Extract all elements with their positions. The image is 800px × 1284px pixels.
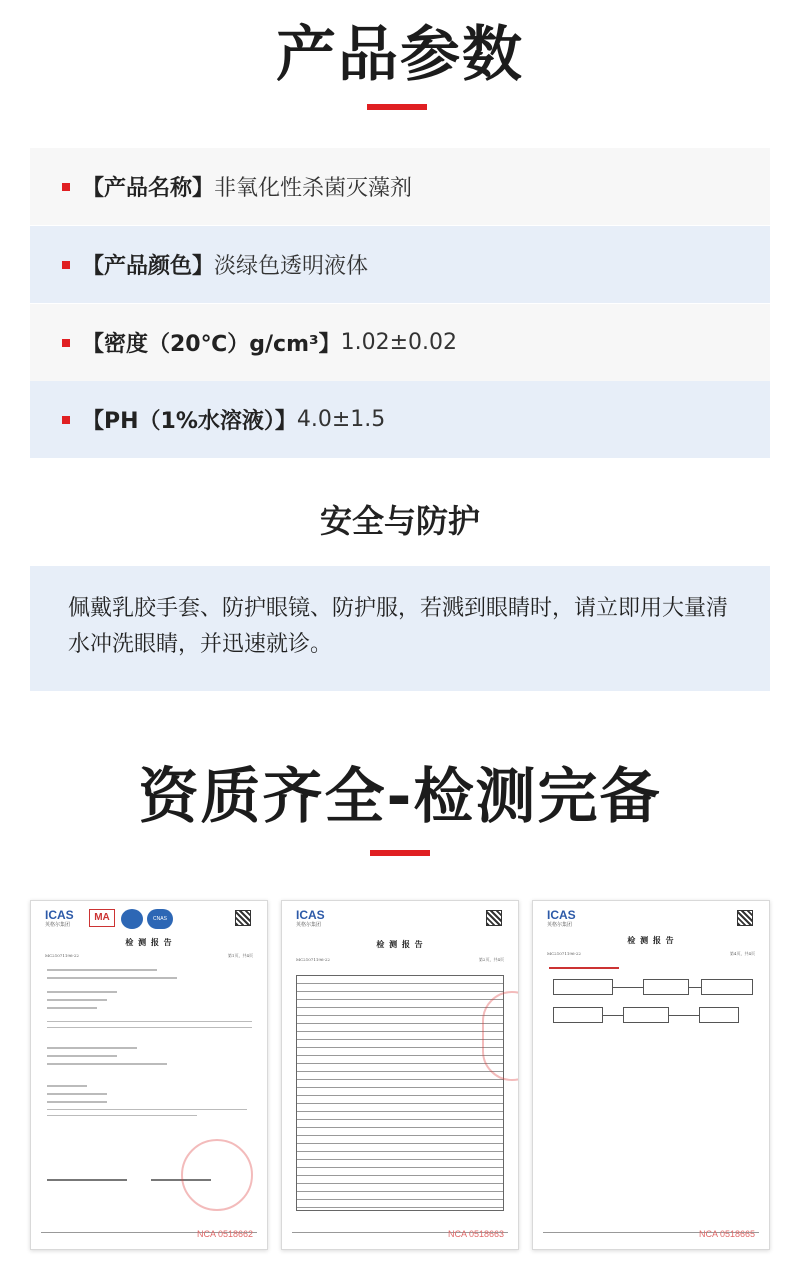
certificate-image-2[interactable] — [281, 900, 519, 1250]
text-line — [47, 1085, 87, 1087]
certificate-image-3[interactable] — [532, 900, 770, 1250]
text-line — [47, 1021, 252, 1022]
report-meta — [45, 953, 253, 959]
param-value: 非氧化性杀菌灭藻剂 — [214, 176, 413, 201]
flow-box — [701, 979, 753, 995]
report-meta — [296, 957, 504, 963]
flow-box — [553, 1007, 603, 1023]
param-label: 【密度（20℃）g/cm³】 — [82, 332, 341, 357]
flow-arrow — [613, 987, 643, 988]
title-underline — [367, 104, 427, 110]
param-value: 淡绿色透明液体 — [214, 254, 369, 279]
flow-box — [553, 979, 613, 995]
results-table — [296, 975, 504, 1211]
text-line — [47, 977, 177, 979]
text-line — [47, 1027, 252, 1028]
title-underline — [370, 850, 430, 856]
flow-arrow — [603, 1015, 623, 1016]
report-page: 第1页，共4页 — [227, 953, 253, 958]
flow-box — [643, 979, 689, 995]
icas-logo: ICAS — [45, 908, 74, 922]
ilac-badge-icon — [121, 909, 143, 929]
param-value: 4.0±1.5 — [296, 407, 386, 432]
text-line — [47, 1093, 107, 1095]
safety-text: 佩戴乳胶手套、防护眼镜、防护服，若溅到眼睛时，请立即用大量清水冲洗眼睛，并迅速就诊。 — [68, 596, 729, 657]
flow-box — [623, 1007, 669, 1023]
safety-title: 安全与防护 — [319, 502, 480, 540]
product-params-title: 产品参数 — [276, 20, 524, 90]
signature-line — [47, 1179, 127, 1181]
bullet-icon — [62, 261, 70, 269]
text-line — [47, 1047, 137, 1049]
nca-number: NCA 0518665 — [698, 1229, 755, 1239]
icas-logo: ICAS — [296, 908, 325, 922]
flow-box — [699, 1007, 739, 1023]
red-stamp — [181, 1139, 253, 1211]
bullet-icon — [62, 339, 70, 347]
flow-arrow — [669, 1015, 699, 1016]
text-line — [47, 1007, 97, 1009]
qr-code-icon — [486, 910, 502, 926]
param-row-color — [30, 226, 770, 303]
param-value: 1.02±0.02 — [340, 330, 458, 355]
text-line — [549, 967, 619, 969]
report-number: MC21071196-22 — [296, 957, 330, 962]
nca-number: NCA 0518662 — [196, 1229, 253, 1239]
bullet-icon — [62, 416, 70, 424]
text-line — [47, 1101, 107, 1103]
logo-subtitle: 英格尔集团 — [296, 922, 322, 928]
nca-number: NCA 0518663 — [447, 1229, 504, 1239]
report-number: MC21071196-22 — [45, 953, 79, 958]
text-line — [47, 991, 117, 993]
report-meta — [547, 951, 755, 957]
report-page: 第2页，共4页 — [478, 957, 504, 962]
cnas-badge: CNAS — [147, 909, 173, 929]
logo-subtitle: 英格尔集团 — [547, 922, 573, 928]
text-line — [47, 1063, 167, 1065]
safety-box — [30, 566, 770, 691]
text-line — [47, 1055, 117, 1057]
report-heading: 检 测 报 告 — [125, 937, 173, 947]
report-heading: 检 测 报 告 — [627, 935, 675, 945]
text-line — [47, 969, 157, 971]
param-row-density — [30, 304, 770, 381]
param-label: 【产品颜色】 — [82, 254, 215, 279]
report-number: MC21071196-22 — [547, 951, 581, 956]
logo-subtitle: 英格尔集团 — [45, 922, 71, 928]
ma-badge: MA — [89, 909, 115, 927]
flow-arrow — [689, 987, 701, 988]
red-stamp — [482, 991, 519, 1081]
param-label: 【产品名称】 — [82, 176, 215, 201]
param-label: 【PH（1%水溶液）】 — [82, 409, 297, 434]
report-page: 第4页，共4页 — [729, 951, 755, 956]
text-line — [47, 1109, 247, 1110]
bullet-icon — [62, 183, 70, 191]
param-row-ph — [30, 381, 770, 458]
certificate-image-1[interactable] — [30, 900, 268, 1250]
qr-code-icon — [235, 910, 251, 926]
param-row-name — [30, 148, 770, 225]
qualification-title: 资质齐全-检测完备 — [138, 762, 662, 832]
text-line — [47, 1115, 197, 1116]
text-line — [47, 999, 107, 1001]
report-heading: 检 测 报 告 — [376, 939, 424, 949]
qr-code-icon — [737, 910, 753, 926]
icas-logo: ICAS — [547, 908, 576, 922]
